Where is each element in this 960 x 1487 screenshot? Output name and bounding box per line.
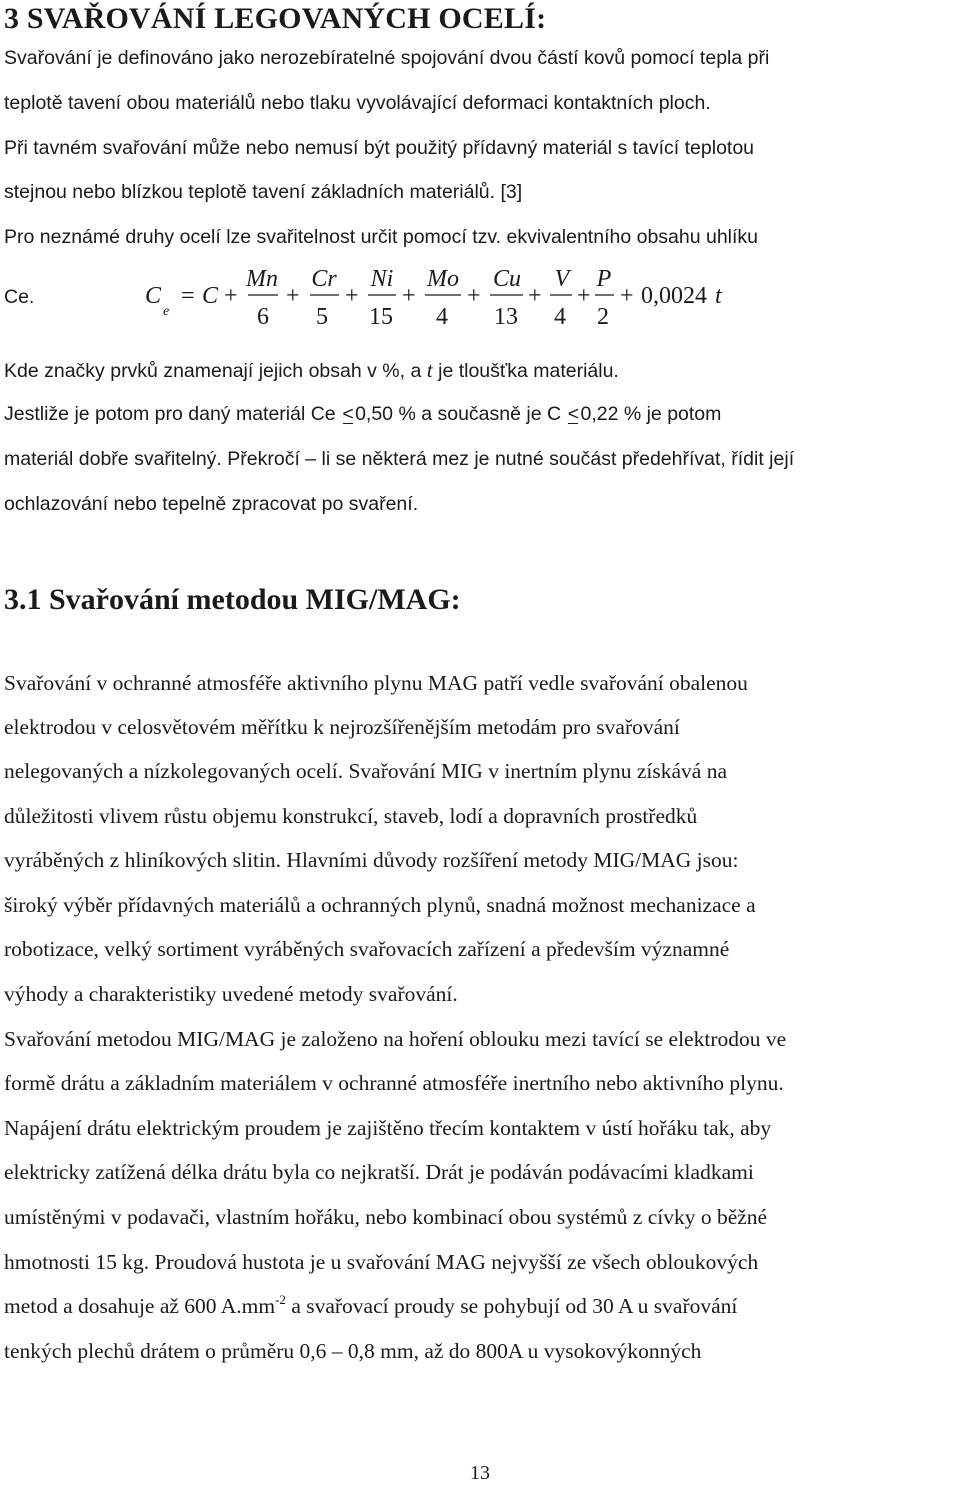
carbon-equivalent-formula bbox=[0, 262, 960, 342]
paragraph-line: tenkých plechů drátem o průměru 0,6 – 0,8 mm, až do 800A u vysokovýkonných bbox=[4, 1339, 702, 1363]
text-run: a svařovací proudy se pohybují od 30 A u svařování bbox=[285, 1294, 738, 1318]
formula-plus: + bbox=[620, 283, 634, 309]
fraction-denominator: 4 bbox=[554, 304, 566, 330]
fraction-denominator: 4 bbox=[436, 304, 448, 330]
formula-plus: + bbox=[224, 283, 238, 309]
paragraph-line bbox=[4, 356, 619, 385]
superscript: -2 bbox=[275, 1292, 286, 1307]
less-equal-symbol: < bbox=[566, 400, 580, 428]
paragraph-line: Svařování v ochranné atmosféře aktivního plynu MAG patří vedle svařování obalenou bbox=[4, 671, 748, 695]
formula-plus: + bbox=[577, 283, 591, 309]
fraction-ni bbox=[368, 266, 396, 330]
paragraph-line: nelegovaných a nízkolegovaných ocelí. Svařování MIG v inertním plynu získává na bbox=[4, 759, 728, 783]
text-run: Kde značky prvků znamenají jejich obsah v %, a bbox=[4, 360, 427, 382]
fraction-cu bbox=[490, 266, 523, 330]
fraction-numerator: V bbox=[554, 266, 570, 292]
fraction-numerator: P bbox=[596, 266, 612, 292]
paragraph-line: Svařování metodou MIG/MAG je založeno na hoření oblouku mezi tavící se elektrodou ve bbox=[4, 1027, 787, 1051]
paragraph-line bbox=[4, 1292, 737, 1320]
paragraph-line: robotizace, velký sortiment vyráběných svařovacích zařízení a především významné bbox=[4, 937, 730, 961]
paragraph-line: hmotnosti 15 kg. Proudová hustota je u svařování MAG nejvyšší ze všech obloukových bbox=[4, 1250, 759, 1274]
text-run: metod a dosahuje až 600 A.mm bbox=[4, 1294, 276, 1318]
paragraph-line: elektrodou v celosvětovém měřítku k nejrozšířenějším metodám pro svařování bbox=[4, 715, 680, 739]
paragraph-line bbox=[4, 400, 721, 428]
formula-thickness-var: t bbox=[715, 283, 722, 309]
paragraph-line: formě drátu a základním materiálem v ochranné atmosféře inertního nebo aktivního plynu. bbox=[4, 1071, 784, 1095]
paragraph-line: Napájení drátu elektrickým proudem je zajištěno třecím kontaktem v ústí hořáku tak, aby bbox=[4, 1116, 772, 1140]
formula-plus: + bbox=[467, 283, 481, 309]
fraction-denominator: 13 bbox=[494, 304, 518, 330]
fraction-denominator: 6 bbox=[257, 304, 269, 330]
fraction-cr bbox=[310, 266, 339, 330]
paragraph-line: výhody a charakteristiky uvedené metody svařování. bbox=[4, 982, 458, 1006]
paragraph-line: Pro neznámé druhy ocelí lze svařitelnost určit pomocí tzv. ekvivalentního obsahu uhlíku bbox=[4, 226, 759, 248]
paragraph-line: materiál dobře svařitelný. Překročí – li se některá mez je nutné součást předehřívat, řídit její bbox=[4, 448, 795, 470]
fraction-v bbox=[550, 266, 572, 330]
paragraph-line: vyráběných z hliníkových slitin. Hlavními důvody rozšíření metody MIG/MAG jsou: bbox=[4, 848, 739, 872]
variable-t: t bbox=[426, 358, 433, 382]
paragraph-line: umístěnými v podavači, vlastním hořáku, nebo kombinací obou systémů z cívky o běžné bbox=[4, 1205, 768, 1229]
less-equal-symbol: < bbox=[341, 400, 355, 428]
paragraph-line: elektricky zatížená délka drátu byla co nejkratší. Drát je podáván podávacími kladkami bbox=[4, 1160, 754, 1184]
paragraph-line: stejnou nebo blízkou teplotě tavení základních materiálů. [3] bbox=[4, 181, 523, 203]
formula-plus: + bbox=[402, 283, 416, 309]
fraction-p bbox=[595, 266, 614, 330]
page-number: 13 bbox=[470, 1462, 490, 1484]
formula-lhs: C bbox=[145, 283, 162, 309]
fraction-numerator: Cu bbox=[492, 266, 522, 292]
text-run: je tloušťka materiálu. bbox=[432, 360, 619, 382]
formula-equals: = bbox=[181, 283, 195, 309]
fraction-numerator: Ni bbox=[370, 266, 394, 292]
text-run: Jestliže je potom pro daný materiál Ce bbox=[4, 403, 342, 425]
fraction-mo bbox=[425, 266, 461, 330]
fraction-mn bbox=[245, 266, 278, 330]
fraction-denominator: 2 bbox=[597, 304, 609, 330]
paragraph-line: ochlazování nebo tepelně zpracovat po svaření. bbox=[4, 493, 419, 515]
fraction-numerator: Mo bbox=[427, 266, 459, 292]
section-heading: 3 SVAŘOVÁNÍ LEGOVANÝCH OCELÍ: bbox=[4, 2, 547, 35]
subsection-heading: 3.1 Svařování metodou MIG/MAG: bbox=[4, 583, 461, 616]
paragraph-line: teplotě tavení obou materiálů nebo tlaku vyvolávající deformaci kontaktních ploch. bbox=[4, 92, 711, 114]
formula-constant: 0,0024 bbox=[641, 283, 707, 309]
paragraph-line: důležitosti vlivem růstu objemu konstrukcí, staveb, lodí a dopravních prostředků bbox=[4, 804, 698, 828]
fraction-denominator: 5 bbox=[316, 304, 328, 330]
formula-plus: + bbox=[286, 283, 300, 309]
formula-lhs-subscript: e bbox=[163, 304, 170, 319]
formula-plus: + bbox=[345, 283, 359, 309]
paragraph-line: široký výběr přídavných materiálů a ochranných plynů, snadná možnost mechanizace a bbox=[4, 893, 756, 917]
formula-c: C bbox=[202, 283, 219, 309]
fraction-numerator: Mn bbox=[246, 266, 278, 292]
paragraph-line: Při tavném svařování může nebo nemusí být použitý přídavný materiál s tavící teplotou bbox=[4, 137, 755, 159]
formula-plus: + bbox=[528, 283, 542, 309]
paragraph-line: Svařování je definováno jako nerozebíratelné spojování dvou částí kovů pomocí tepla při bbox=[4, 47, 770, 69]
formula-svg bbox=[0, 262, 960, 342]
fraction-denominator: 15 bbox=[369, 304, 393, 330]
text-run: 0,50 % a současně je C bbox=[355, 403, 567, 425]
text-run: 0,22 % je potom bbox=[580, 403, 722, 425]
formula-label: Ce. bbox=[4, 286, 35, 308]
fraction-numerator: Cr bbox=[311, 266, 337, 292]
